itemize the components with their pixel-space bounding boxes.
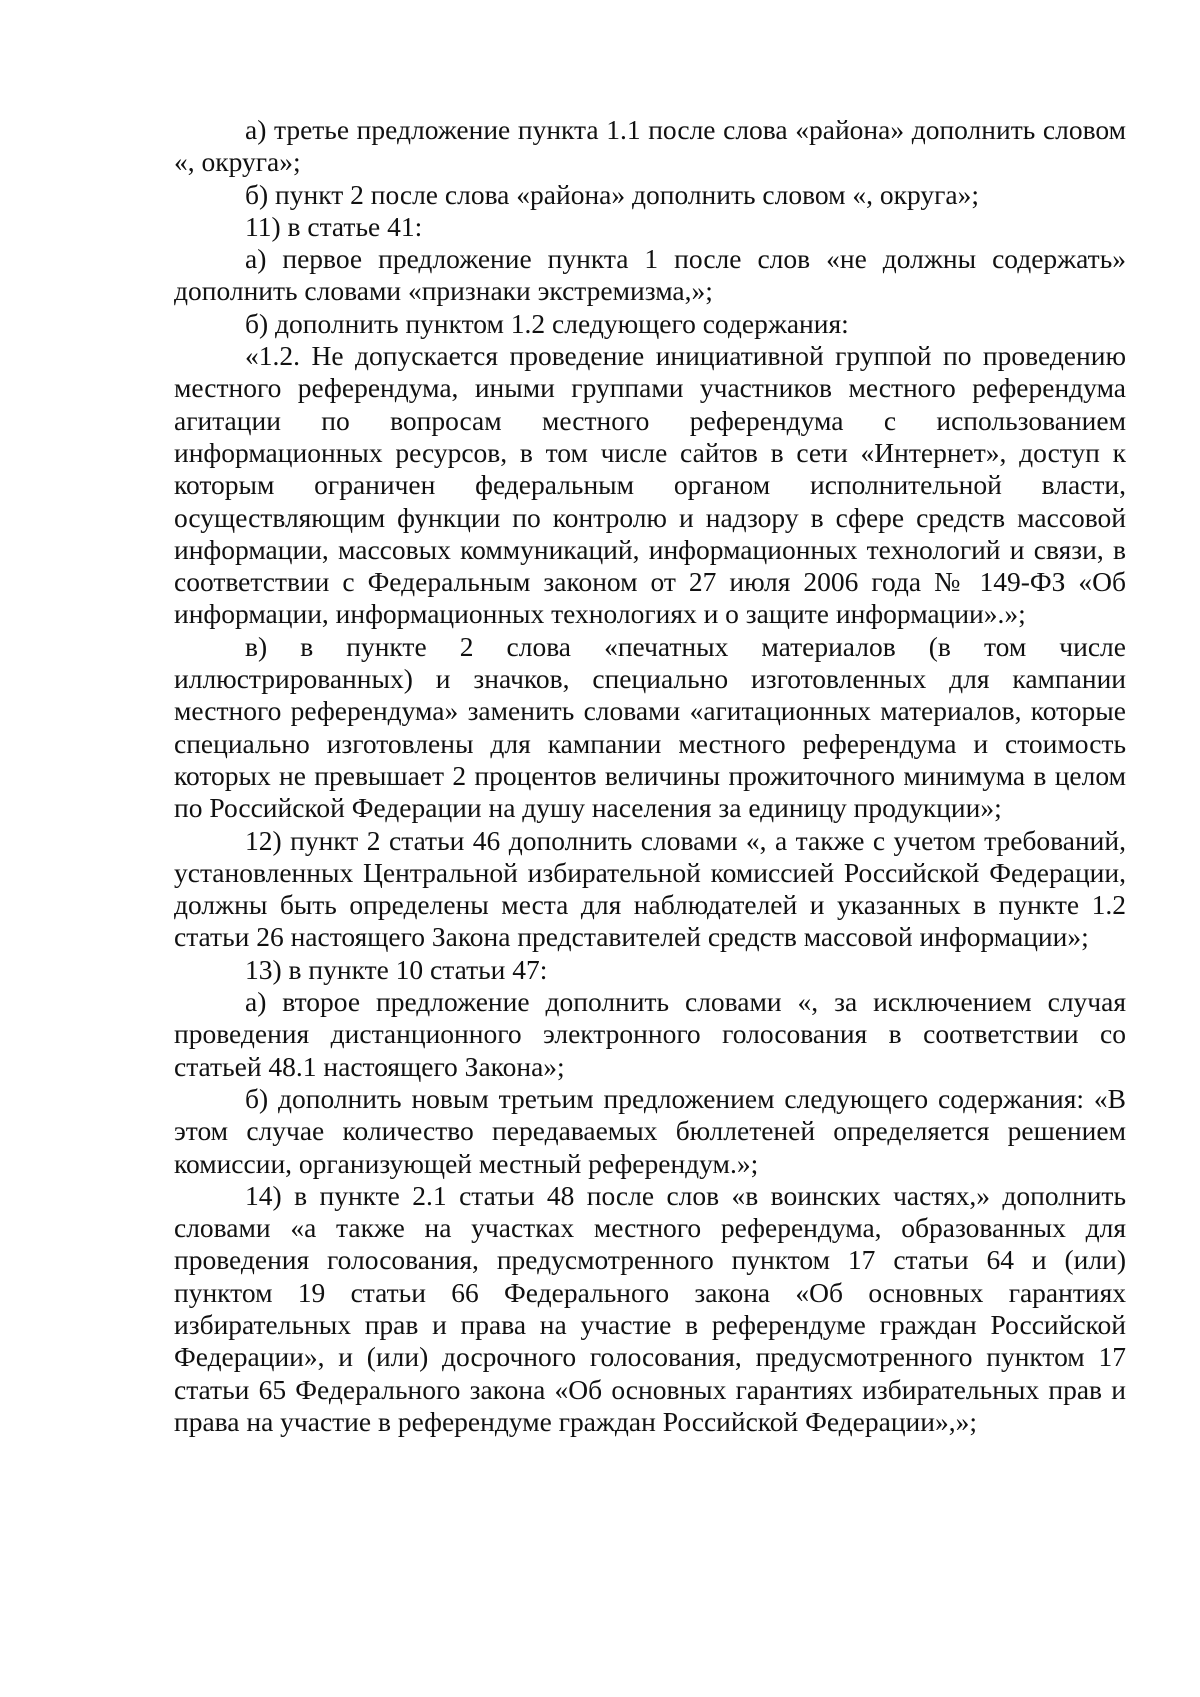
paragraph-11: б) дополнить новым третьим предложением следующего содержания: «В этом случае количество передаваемых бюллетеней определяется решением комиссии, организующей местный референдум.»; [174,1082,1126,1179]
paragraph-9: 13) в пункте 10 статьи 47: [245,953,548,985]
paragraph-10: а) второе предложение дополнить словами «, за исключением случая проведения дистанционного электронного голосования в соответствии со статьей 48.1 настоящего Закона»; [174,986,1126,1082]
paragraph-12: 14) в пункте 2.1 статьи 48 после слов «в воинских частях,» дополнить словами «а также на участках местного референдума, образованных для проведения голосования, предусмотренного пунктом 17 статьи 64 и (или) пунктом 19 статьи 66 Федерального закона «Об основных гарантиях избирательных прав и права на участие в референдуме граждан Российской Федерации», и (или) досрочного голосования, предусмотренного пунктом 17 статьи 65 Федерального закона «Об основных гарантиях избирательных прав и права на участие в референдуме граждан Российской Федерации»,»; [174,1179,1126,1437]
paragraph-4: а) первое предложение пункта 1 после слов «не должны содержать» дополнить словами «признаки экстремизма,»; [174,243,1126,307]
paragraph-7: в) в пункте 2 слова «печатных материалов (в том числе иллюстрированных) и значков, специально изготовленных для кампании местного референдума» заменить словами «агитационных материалов, которые специально изготовлены для кампании местного референдума и стоимость которых не превышает 2 процентов величины прожиточного минимума в целом по Российской Федерации на душу населения за единицу продукции»; [174,630,1126,824]
paragraph-1: а) третье предложение пункта 1.1 после слова «района» дополнить словом «, округа»; [174,114,1126,178]
paragraph-3: 11) в статье 41: [245,210,423,242]
paragraph-8: 12) пункт 2 статьи 46 дополнить словами «, а также с учетом требований, установленных Центральной избирательной комиссией Российской Федерации, должны быть определены места для наблюдателей и указанных в пункте 1.2 статьи 26 настоящего Закона представителей средств массовой информации»; [174,824,1126,953]
paragraph-2: б) пункт 2 после слова «района» дополнить словом «, округа»; [245,178,980,210]
paragraph-5: б) дополнить пунктом 1.2 следующего содержания: [245,307,849,339]
paragraph-6: «1.2. Не допускается проведение инициативной группой по проведению местного референдума, иными группами участников местного референдума агитации по вопросам местного референдума с использованием информационных ресурсов, в том числе сайтов в сети «Интернет», доступ к которым ограничен федеральным органом исполнительной власти, осуществляющим функции по контролю и надзору в сфере средств массовой информации, массовых коммуникаций, информационных технологий и связи, в соответствии с Федеральным законом от 27 июля 2006 года № 149-ФЗ «Об информации, информационных технологиях и о защите информации».»; [174,340,1126,630]
document-page [174,114,1126,1438]
